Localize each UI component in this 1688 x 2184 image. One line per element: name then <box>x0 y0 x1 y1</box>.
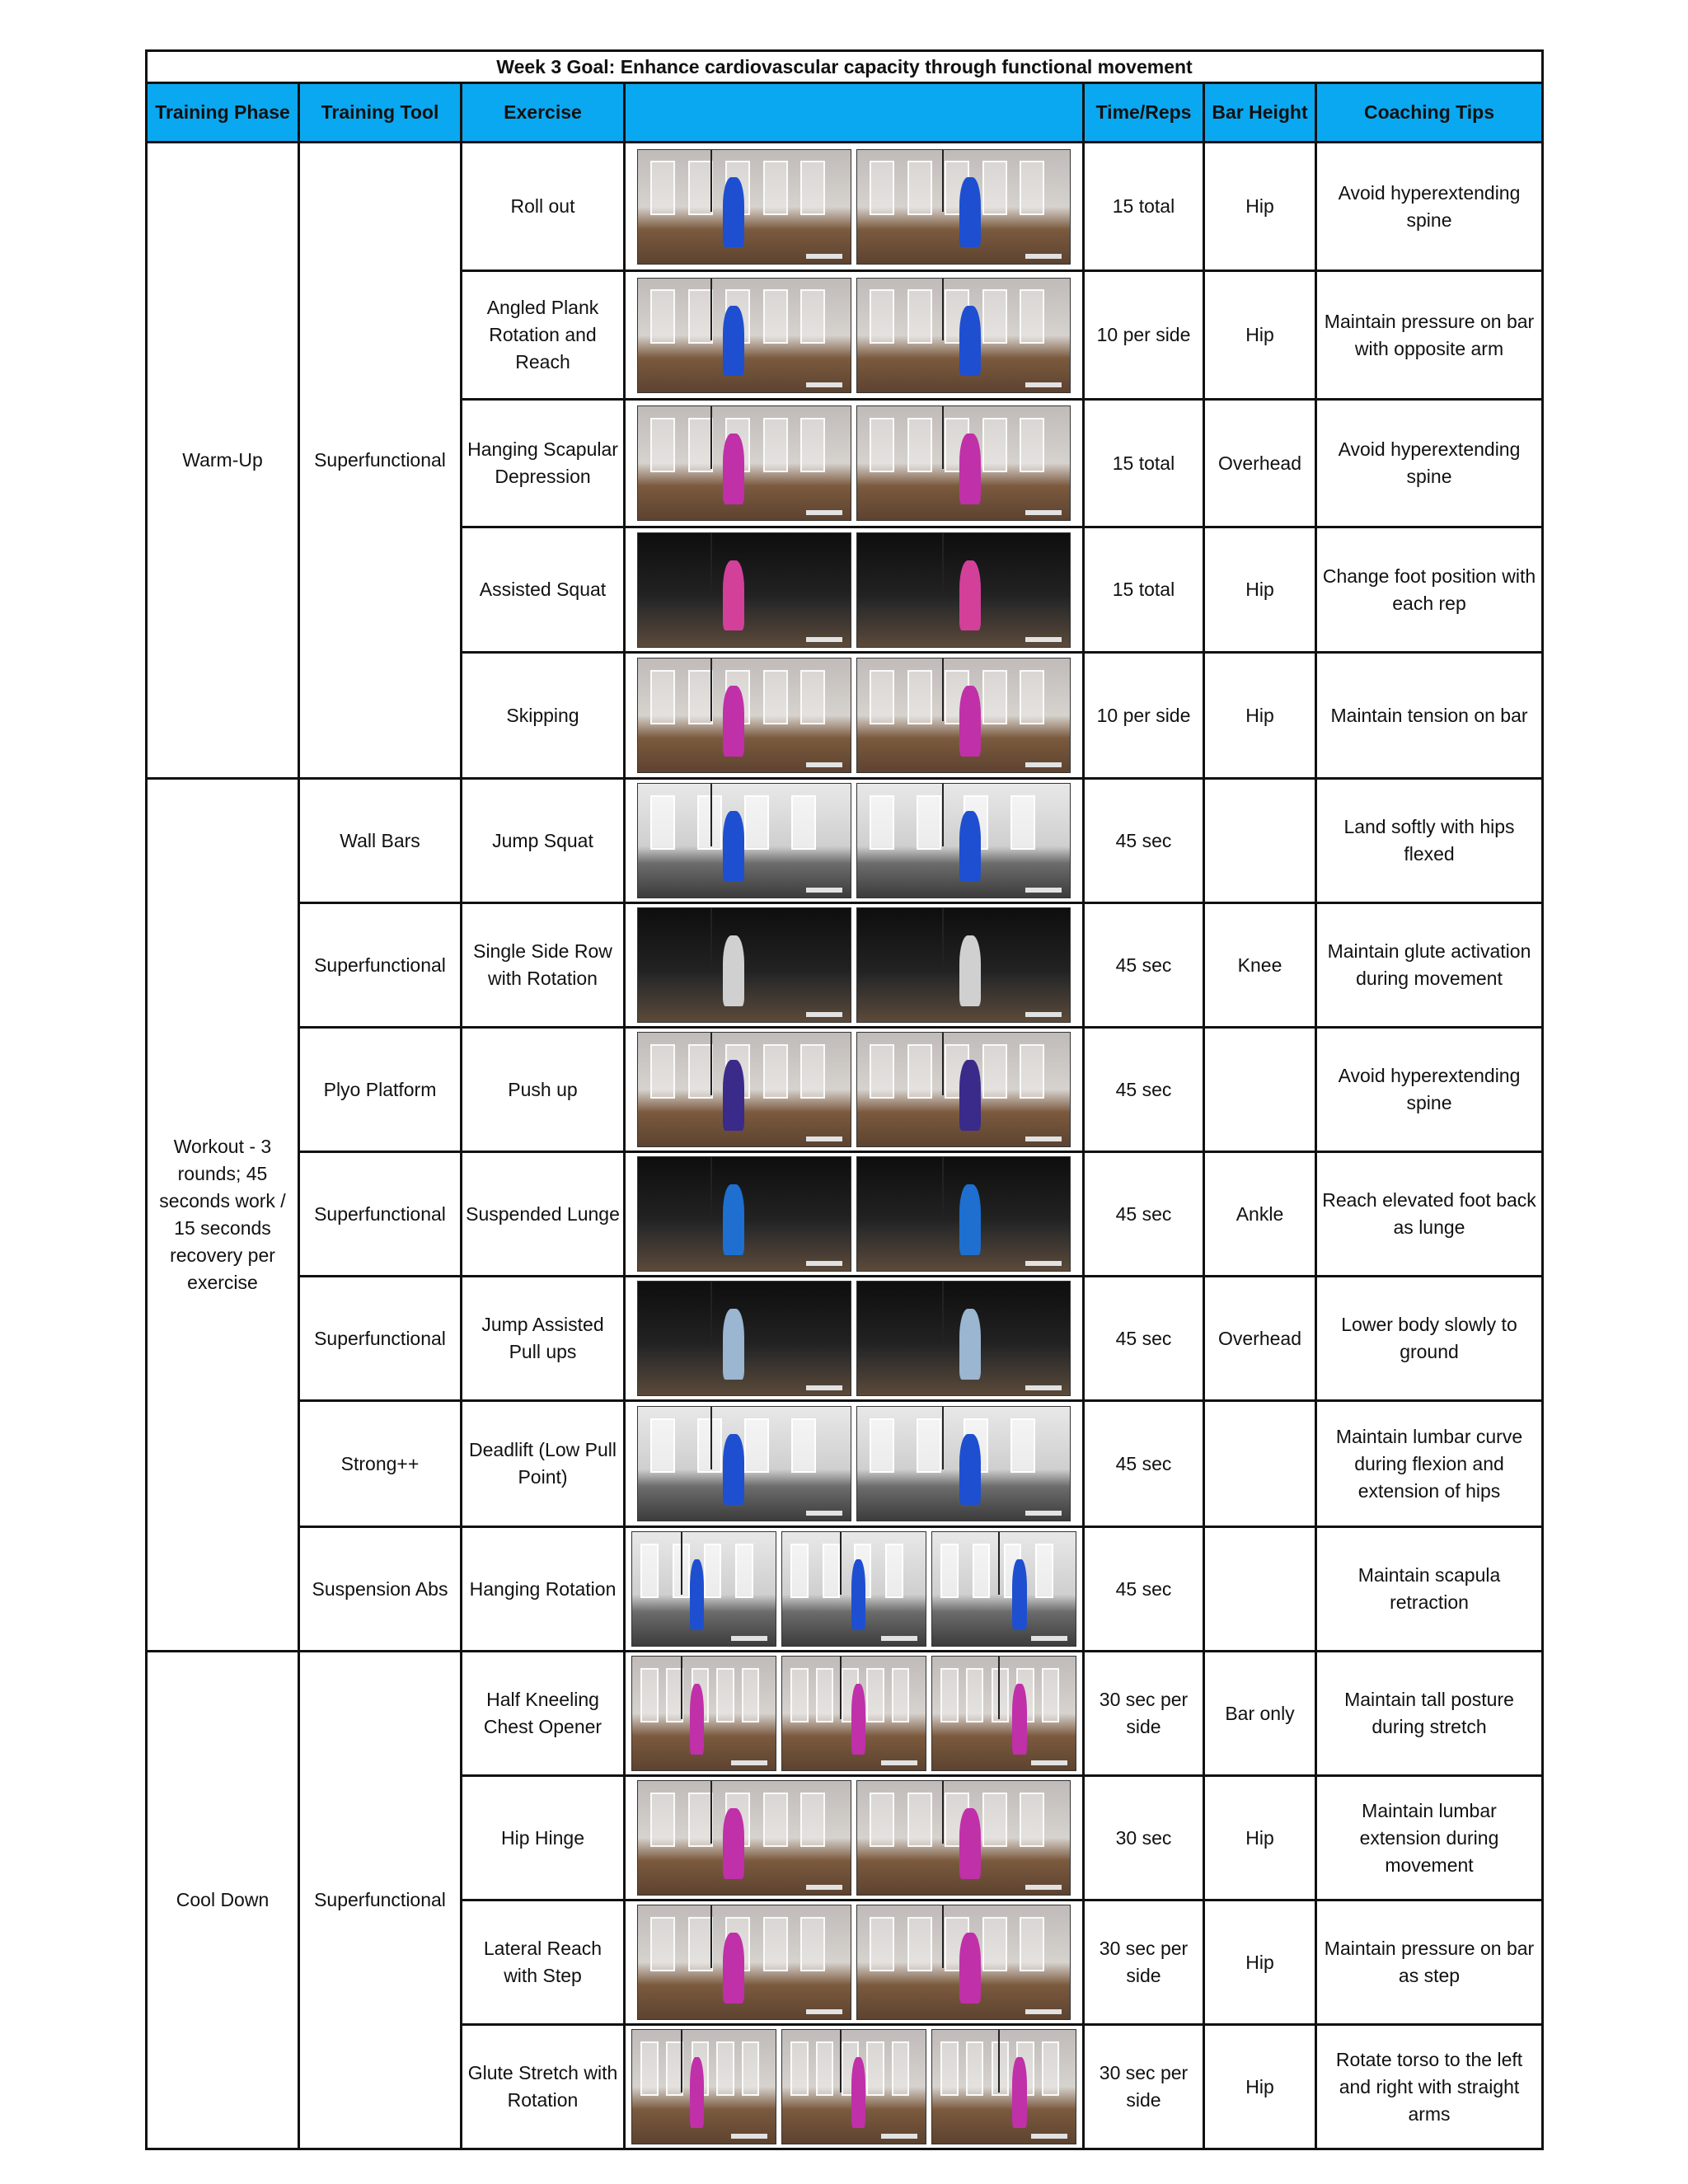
bar-height-cell: Hip <box>1204 1776 1316 1900</box>
exercise-cell: Angled Plank Rotation and Reach <box>462 271 625 400</box>
exercise-cell: Assisted Squat <box>462 527 625 653</box>
exercise-photo <box>781 1656 926 1771</box>
exercise-images <box>625 1652 1084 1776</box>
exercise-photo <box>856 149 1071 265</box>
exercise-cell: Roll out <box>462 143 625 271</box>
bar-height-cell: Overhead <box>1204 1277 1316 1401</box>
exercise-images <box>625 779 1084 903</box>
table-row <box>147 779 1543 903</box>
exercise-images <box>625 903 1084 1028</box>
exercise-photo <box>856 278 1071 393</box>
bar-height-cell: Bar only <box>1204 1652 1316 1776</box>
exercise-photo <box>637 658 851 773</box>
bar-height-cell: Knee <box>1204 903 1316 1028</box>
exercise-cell: Push up <box>462 1028 625 1152</box>
tool-cell: Superfunctional <box>299 1652 462 2149</box>
time-cell: 10 per side <box>1084 271 1204 400</box>
exercise-photo <box>637 1905 851 2020</box>
exercise-cell: Lateral Reach with Step <box>462 1900 625 2025</box>
exercise-images <box>625 1900 1084 2025</box>
header-time-reps: Time/Reps <box>1084 83 1204 143</box>
image-strip <box>629 1531 1079 1647</box>
coaching-tip-cell: Avoid hyperextending spine <box>1316 143 1543 271</box>
exercise-photo <box>637 1281 851 1396</box>
exercise-photo <box>856 532 1071 648</box>
tool-cell: Superfunctional <box>299 143 462 779</box>
table-row <box>147 1401 1543 1527</box>
exercise-photo <box>637 405 851 521</box>
coaching-tip-cell: Change foot position with each rep <box>1316 527 1543 653</box>
exercise-photo <box>856 783 1071 898</box>
time-cell: 45 sec <box>1084 903 1204 1028</box>
exercise-photo <box>931 1656 1076 1771</box>
image-strip <box>629 405 1079 521</box>
exercise-photo <box>856 1281 1071 1396</box>
header-training-tool: Training Tool <box>299 83 462 143</box>
image-strip <box>629 1780 1079 1896</box>
bar-height-cell <box>1204 1028 1316 1152</box>
image-strip <box>629 278 1079 393</box>
exercise-cell: Suspended Lunge <box>462 1152 625 1277</box>
exercise-photo <box>931 2029 1076 2144</box>
exercise-photo <box>637 783 851 898</box>
coaching-tip-cell: Maintain tall posture during stretch <box>1316 1652 1543 1776</box>
time-cell: 45 sec <box>1084 1527 1204 1652</box>
exercise-cell: Hanging Scapular Depression <box>462 400 625 527</box>
exercise-photo <box>631 2029 776 2144</box>
time-cell: 45 sec <box>1084 1401 1204 1527</box>
image-strip <box>629 1905 1079 2020</box>
image-strip <box>629 907 1079 1023</box>
exercise-images <box>625 1776 1084 1900</box>
exercise-photo <box>637 1406 851 1521</box>
coaching-tip-cell: Avoid hyperextending spine <box>1316 400 1543 527</box>
table-row <box>147 1277 1543 1401</box>
tool-cell: Wall Bars <box>299 779 462 903</box>
header-coaching-tips: Coaching Tips <box>1316 83 1543 143</box>
image-strip <box>629 1406 1079 1521</box>
exercise-photo <box>856 658 1071 773</box>
exercise-cell: Half Kneeling Chest Opener <box>462 1652 625 1776</box>
coaching-tip-cell: Maintain scapula retraction <box>1316 1527 1543 1652</box>
image-strip <box>629 1032 1079 1147</box>
exercise-photo <box>856 1032 1071 1147</box>
exercise-photo <box>781 2029 926 2144</box>
table-row <box>147 1028 1543 1152</box>
exercise-photo <box>856 1406 1071 1521</box>
coaching-tip-cell: Reach elevated foot back as lunge <box>1316 1152 1543 1277</box>
bar-height-cell: Hip <box>1204 2025 1316 2149</box>
exercise-photo <box>856 907 1071 1023</box>
image-strip <box>629 1656 1079 1771</box>
bar-height-cell <box>1204 779 1316 903</box>
exercise-images <box>625 1401 1084 1527</box>
exercise-photo <box>637 1780 851 1896</box>
exercise-photo <box>856 1156 1071 1272</box>
coaching-tip-cell: Maintain lumbar curve during flexion and extension of hips <box>1316 1401 1543 1527</box>
exercise-photo <box>631 1656 776 1771</box>
table-row <box>147 1527 1543 1652</box>
exercise-images <box>625 1152 1084 1277</box>
exercise-photo <box>637 278 851 393</box>
image-strip <box>629 2029 1079 2144</box>
coaching-tip-cell: Maintain tension on bar <box>1316 653 1543 779</box>
coaching-tip-cell: Maintain glute activation during movement <box>1316 903 1543 1028</box>
table-row <box>147 1652 1543 1776</box>
tool-cell: Superfunctional <box>299 1152 462 1277</box>
tool-cell: Suspension Abs <box>299 1527 462 1652</box>
exercise-photo <box>856 1780 1071 1896</box>
exercise-photo <box>637 532 851 648</box>
exercise-images <box>625 527 1084 653</box>
coaching-tip-cell: Maintain pressure on bar with opposite arm <box>1316 271 1543 400</box>
exercise-images <box>625 2025 1084 2149</box>
image-strip <box>629 658 1079 773</box>
phase-cell-workout: Workout - 3 rounds; 45 seconds work / 15 seconds recovery per exercise <box>147 779 299 1652</box>
tool-cell: Strong++ <box>299 1401 462 1527</box>
exercise-cell: Single Side Row with Rotation <box>462 903 625 1028</box>
bar-height-cell: Hip <box>1204 527 1316 653</box>
bar-height-cell <box>1204 1401 1316 1527</box>
exercise-cell: Skipping <box>462 653 625 779</box>
exercise-photo <box>856 1905 1071 2020</box>
exercise-photo <box>781 1531 926 1647</box>
bar-height-cell <box>1204 1527 1316 1652</box>
coaching-tip-cell: Land softly with hips flexed <box>1316 779 1543 903</box>
exercise-images <box>625 1277 1084 1401</box>
phase-cell-warmup: Warm-Up <box>147 143 299 779</box>
coaching-tip-cell: Maintain lumbar extension during movement <box>1316 1776 1543 1900</box>
table-row <box>147 903 1543 1028</box>
coaching-tip-cell: Maintain pressure on bar as step <box>1316 1900 1543 2025</box>
table-row <box>147 1152 1543 1277</box>
exercise-images <box>625 400 1084 527</box>
exercise-cell: Hanging Rotation <box>462 1527 625 1652</box>
exercise-photo <box>637 149 851 265</box>
time-cell: 30 sec <box>1084 1776 1204 1900</box>
header-bar-height: Bar Height <box>1204 83 1316 143</box>
bar-height-cell: Hip <box>1204 653 1316 779</box>
page-title: Week 3 Goal: Enhance cardiovascular capacity through functional movement <box>147 51 1543 83</box>
bar-height-cell: Overhead <box>1204 400 1316 527</box>
phase-cell-cooldown: Cool Down <box>147 1652 299 2149</box>
exercise-photo <box>931 1531 1076 1647</box>
exercise-photo <box>631 1531 776 1647</box>
image-strip <box>629 149 1079 265</box>
header-training-phase: Training Phase <box>147 83 299 143</box>
image-strip <box>629 783 1079 898</box>
header-exercise: Exercise <box>462 83 625 143</box>
tool-cell: Superfunctional <box>299 903 462 1028</box>
time-cell: 45 sec <box>1084 1277 1204 1401</box>
bar-height-cell: Ankle <box>1204 1152 1316 1277</box>
exercise-images <box>625 271 1084 400</box>
coaching-tip-cell: Rotate torso to the left and right with straight arms <box>1316 2025 1543 2149</box>
exercise-photo <box>637 1156 851 1272</box>
exercise-cell: Jump Assisted Pull ups <box>462 1277 625 1401</box>
time-cell: 30 sec per side <box>1084 2025 1204 2149</box>
bar-height-cell: Hip <box>1204 143 1316 271</box>
bar-height-cell: Hip <box>1204 1900 1316 2025</box>
image-strip <box>629 532 1079 648</box>
exercise-images <box>625 653 1084 779</box>
image-strip <box>629 1156 1079 1272</box>
time-cell: 15 total <box>1084 143 1204 271</box>
time-cell: 30 sec per side <box>1084 1900 1204 2025</box>
exercise-photo <box>856 405 1071 521</box>
exercise-cell: Hip Hinge <box>462 1776 625 1900</box>
time-cell: 30 sec per side <box>1084 1652 1204 1776</box>
exercise-cell: Glute Stretch with Rotation <box>462 2025 625 2149</box>
header-images <box>625 83 1084 143</box>
time-cell: 45 sec <box>1084 1152 1204 1277</box>
exercise-cell: Deadlift (Low Pull Point) <box>462 1401 625 1527</box>
exercise-photo <box>637 907 851 1023</box>
time-cell: 15 total <box>1084 400 1204 527</box>
coaching-tip-cell: Avoid hyperextending spine <box>1316 1028 1543 1152</box>
exercise-photo <box>637 1032 851 1147</box>
time-cell: 15 total <box>1084 527 1204 653</box>
exercise-cell: Jump Squat <box>462 779 625 903</box>
time-cell: 45 sec <box>1084 1028 1204 1152</box>
exercise-images <box>625 143 1084 271</box>
table-row <box>147 143 1543 271</box>
tool-cell: Superfunctional <box>299 1277 462 1401</box>
exercise-images <box>625 1527 1084 1652</box>
bar-height-cell: Hip <box>1204 271 1316 400</box>
training-plan-table <box>145 49 1544 2150</box>
image-strip <box>629 1281 1079 1396</box>
exercise-images <box>625 1028 1084 1152</box>
time-cell: 10 per side <box>1084 653 1204 779</box>
coaching-tip-cell: Lower body slowly to ground <box>1316 1277 1543 1401</box>
time-cell: 45 sec <box>1084 779 1204 903</box>
tool-cell: Plyo Platform <box>299 1028 462 1152</box>
